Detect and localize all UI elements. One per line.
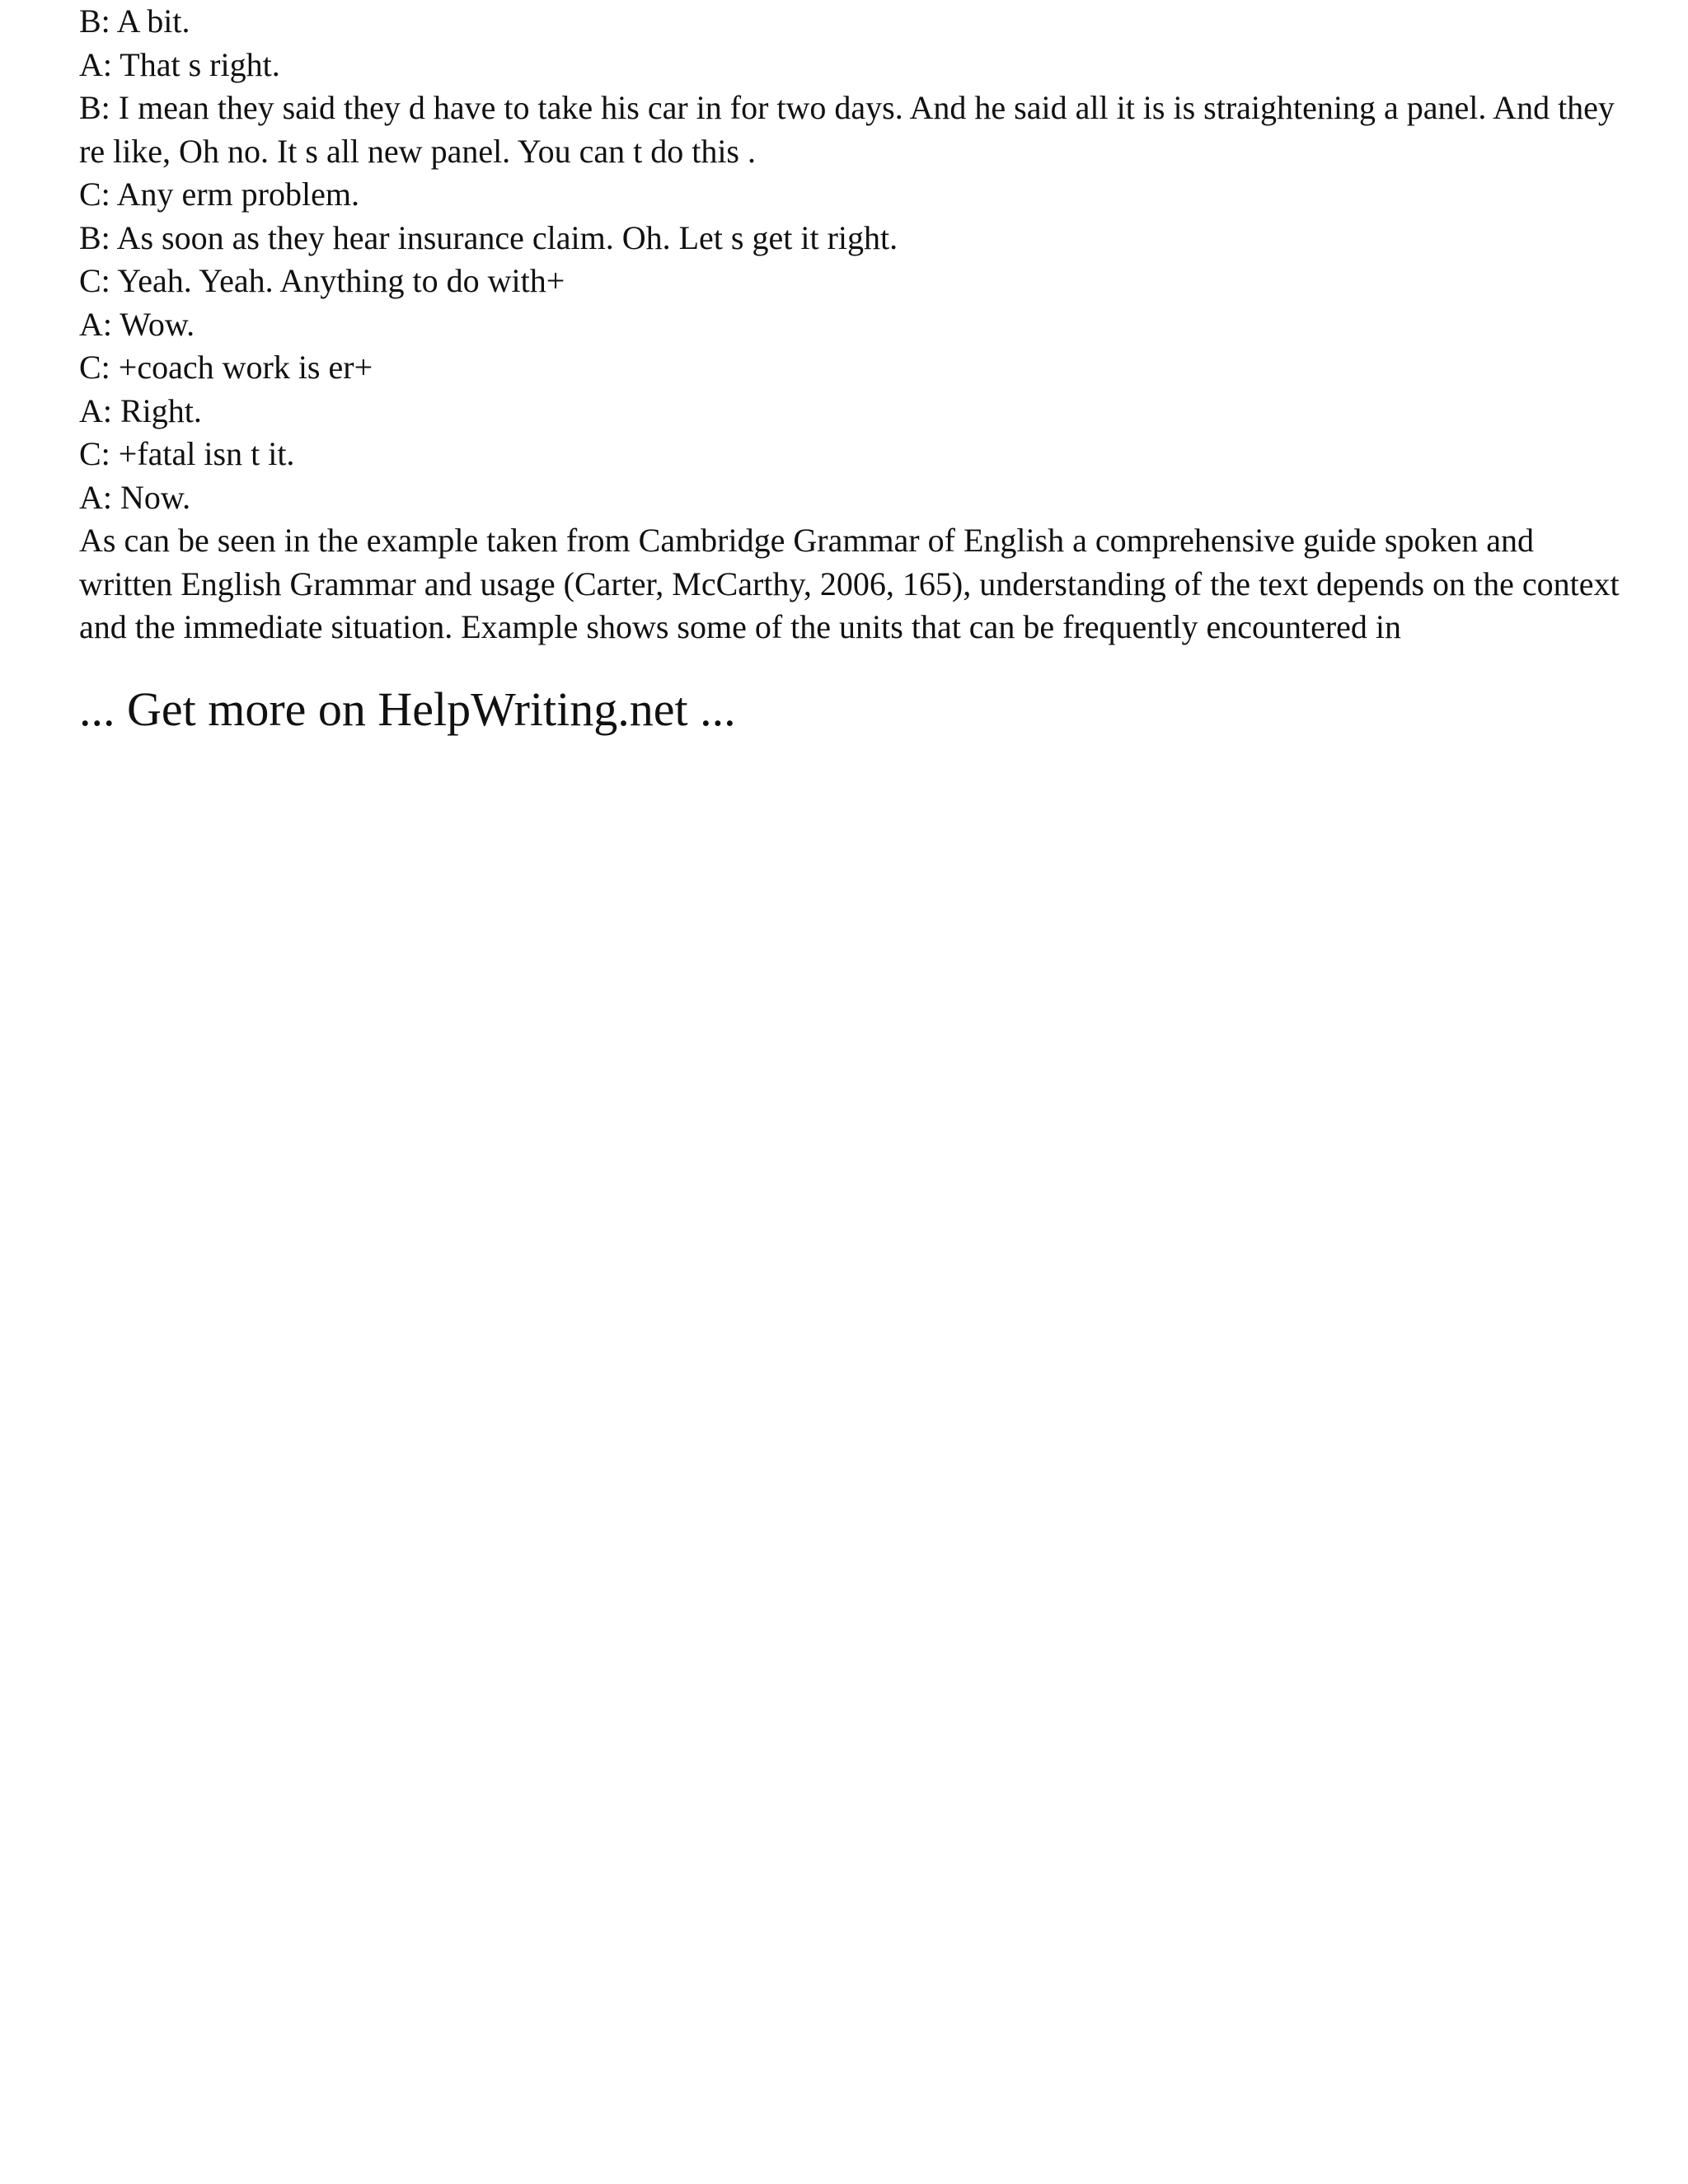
dialogue-line: B: As soon as they hear insurance claim. Oh. Let s get it right. bbox=[79, 218, 898, 256]
dialogue-line: A: Now. bbox=[79, 478, 191, 516]
dialogue-line: A: Wow. bbox=[79, 305, 195, 343]
dialogue-line: C: Yeah. Yeah. Anything to do with+ bbox=[79, 262, 565, 299]
dialogue-line: B: A bit. bbox=[79, 2, 190, 40]
dialogue-line: A: That s right. bbox=[79, 45, 280, 83]
dialogue-line: C: +coach work is er+ bbox=[79, 349, 373, 386]
dialogue-line: B: I mean they said they d have to take his car in for two days. And he said all it is is straightening a panel. And they re like, Oh no. It s all new panel. You can t do this . bbox=[79, 89, 1615, 170]
document-page bbox=[79, 0, 1629, 738]
dialogue-line: C: Any erm problem. bbox=[79, 176, 359, 213]
dialogue-transcript bbox=[79, 0, 1629, 519]
dialogue-line: C: +fatal isn t it. bbox=[79, 435, 295, 472]
get-more-link[interactable]: ... Get more on HelpWriting.net ... bbox=[79, 682, 736, 736]
dialogue-line: A: Right. bbox=[79, 391, 202, 429]
body-paragraph: As can be seen in the example taken from Cambridge Grammar of English a comprehensive guide spoken and written English Grammar and usage (Carter, McCarthy, 2006, 165), understanding of the text depends on the context and the immediate situation. Example shows some of the units that can be frequently encountered in bbox=[79, 522, 1620, 645]
